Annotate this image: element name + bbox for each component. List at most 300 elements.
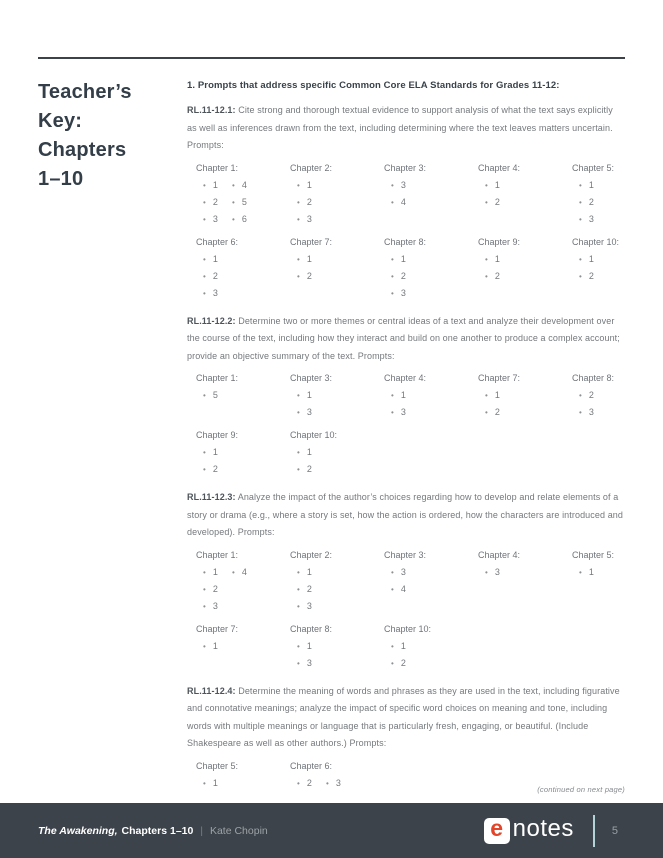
prompt-number: 1 <box>212 566 218 577</box>
chapter-column <box>478 160 572 228</box>
prompt-bullet-column <box>572 387 594 421</box>
bullet-icon: • <box>579 567 582 577</box>
page-title-line: Teacher’s <box>38 81 132 103</box>
prompt-bullet-columns <box>478 251 572 285</box>
prompt-bullet-column <box>384 387 406 421</box>
prompt-item <box>485 194 500 211</box>
bullet-icon: • <box>579 408 582 417</box>
prompt-number: 3 <box>400 566 406 577</box>
prompt-bullet-columns <box>384 564 478 598</box>
prompt-bullet-columns <box>196 251 290 302</box>
footer-chapters-label: Chapters 1–10 <box>121 824 194 837</box>
prompt-number: 1 <box>588 179 594 190</box>
prompt-bullet-column <box>384 638 406 672</box>
prompt-item <box>391 638 406 655</box>
chapter-label: Chapter 5: <box>196 760 239 771</box>
prompt-item <box>203 285 218 302</box>
bullet-icon: • <box>391 391 394 400</box>
prompt-number: 1 <box>212 253 218 264</box>
bullet-icon: • <box>203 391 206 400</box>
enotes-logo-text: notes <box>512 814 574 842</box>
prompt-item <box>579 194 594 211</box>
prompt-item <box>579 177 594 194</box>
chapter-label: Chapter 8: <box>290 623 333 634</box>
prompt-bullet-columns <box>290 251 384 285</box>
standard-code: RL.11-12.3: <box>187 492 236 502</box>
chapter-row <box>187 370 657 421</box>
prompt-bullet-column <box>225 564 247 615</box>
prompt-bullet-column <box>478 177 500 211</box>
chapter-label: Chapter 6: <box>290 760 333 771</box>
bullet-icon: • <box>297 180 300 190</box>
page-title-line: Key: <box>38 110 83 132</box>
prompt-bullet-columns <box>290 564 384 615</box>
prompt-item <box>203 598 218 615</box>
bullet-icon: • <box>297 658 300 668</box>
standard-description: RL.11-12.1: Cite strong and thorough textual evidence to support analysis of what the text says explicitly as well as inferences drawn from the text, including determining where the text leaves matters uncertain. Prompts: <box>187 105 613 150</box>
prompt-bullet-columns <box>384 251 478 302</box>
prompt-bullet-column <box>196 387 218 404</box>
prompt-bullet-column <box>384 564 406 598</box>
prompt-number: 1 <box>588 253 594 264</box>
bullet-icon: • <box>232 197 235 207</box>
bullet-icon: • <box>297 567 300 577</box>
page-title <box>38 78 187 194</box>
prompt-number: 1 <box>306 390 312 400</box>
prompt-number: 1 <box>306 179 312 190</box>
prompt-item <box>297 581 312 598</box>
prompt-bullet-columns <box>572 177 663 228</box>
prompt-item <box>579 387 594 404</box>
bullet-icon: • <box>203 197 206 207</box>
bullet-icon: • <box>203 214 206 224</box>
prompt-item <box>391 404 406 421</box>
prompt-item <box>579 268 594 285</box>
prompt-bullet-columns <box>384 387 478 421</box>
bullet-icon: • <box>485 567 488 577</box>
prompt-number: 3 <box>588 213 594 224</box>
standard-section <box>187 683 625 792</box>
footer-citation <box>38 825 268 837</box>
footer-divider <box>593 815 595 847</box>
chapter-row <box>187 160 657 228</box>
standards-list <box>187 102 625 792</box>
prompt-item <box>485 387 500 404</box>
chapter-label: Chapter 7: <box>478 373 521 383</box>
prompt-item <box>326 775 341 792</box>
prompt-item <box>232 194 247 211</box>
prompt-bullet-columns <box>572 564 663 581</box>
bullet-icon: • <box>297 641 300 651</box>
prompt-number: 2 <box>212 464 218 474</box>
prompt-item <box>232 177 247 194</box>
prompt-number: 1 <box>306 640 312 651</box>
enotes-logo-badge <box>484 815 510 844</box>
prompt-item <box>391 581 406 598</box>
prompt-item <box>579 211 594 228</box>
page-layout <box>38 78 625 801</box>
prompt-item <box>391 285 406 302</box>
prompt-number: 3 <box>212 600 218 611</box>
prompt-bullet-columns <box>290 775 384 792</box>
chapter-row <box>187 427 657 478</box>
enotes-logo <box>484 814 574 844</box>
prompt-item <box>297 211 312 228</box>
bullet-icon: • <box>485 197 488 207</box>
prompt-bullet-column <box>572 251 594 285</box>
chapter-column <box>478 547 572 615</box>
prompt-bullet-columns <box>384 638 478 672</box>
prompt-number: 1 <box>306 447 312 457</box>
bullet-icon: • <box>579 391 582 400</box>
main-content <box>187 78 625 801</box>
chapter-label: Chapter 10: <box>572 236 620 247</box>
chapter-label: Chapter 4: <box>384 373 427 383</box>
bullet-icon: • <box>579 214 582 224</box>
bullet-icon: • <box>297 584 300 594</box>
prompt-item <box>203 268 218 285</box>
prompt-item <box>297 177 312 194</box>
prompt-bullet-columns <box>384 177 478 211</box>
section-heading: 1. Prompts that address specific Common Core ELA Standards for Grades 11-12: <box>187 80 560 91</box>
prompt-number: 2 <box>306 583 312 594</box>
prompt-bullet-columns <box>196 564 290 615</box>
chapter-column <box>290 621 384 672</box>
chapter-column <box>196 370 290 421</box>
chapter-row <box>187 547 657 615</box>
prompt-number: 1 <box>400 640 406 651</box>
prompt-item <box>203 461 218 478</box>
prompt-item <box>391 268 406 285</box>
chapter-column <box>384 160 478 228</box>
bullet-icon: • <box>203 465 206 474</box>
prompt-item <box>203 444 218 461</box>
continued-note: (continued on next page) <box>537 785 625 794</box>
prompt-number: 1 <box>212 640 218 651</box>
prompt-item <box>297 404 312 421</box>
chapter-column <box>290 234 384 302</box>
prompt-number: 1 <box>212 777 218 788</box>
prompt-bullet-column <box>196 775 218 792</box>
prompt-item <box>297 638 312 655</box>
prompt-bullet-columns <box>196 444 290 478</box>
prompt-item <box>203 387 218 404</box>
prompt-item <box>485 564 500 581</box>
bullet-icon: • <box>203 180 206 190</box>
bullet-icon: • <box>203 641 206 651</box>
prompt-item <box>579 251 594 268</box>
prompt-item <box>232 564 247 581</box>
chapter-column <box>572 160 663 228</box>
prompt-bullet-columns <box>290 444 384 478</box>
standard-section <box>187 102 625 302</box>
prompt-number: 1 <box>306 253 312 264</box>
bullet-icon: • <box>391 254 394 264</box>
prompt-number: 2 <box>212 270 218 281</box>
prompt-number: 2 <box>212 196 218 207</box>
chapter-label: Chapter 5: <box>572 162 615 173</box>
prompt-item <box>297 461 312 478</box>
bullet-icon: • <box>297 448 300 457</box>
chapter-label: Chapter 1: <box>196 373 239 383</box>
prompt-item <box>391 251 406 268</box>
chapter-column <box>290 547 384 615</box>
footer-branding <box>484 815 618 847</box>
bullet-icon: • <box>203 448 206 457</box>
chapter-label: Chapter 2: <box>290 162 333 173</box>
sidebar <box>38 78 187 801</box>
prompt-number: 3 <box>400 179 406 190</box>
standard-code: RL.11-12.4: <box>187 685 236 696</box>
prompt-number: 1 <box>306 566 312 577</box>
prompt-number: 4 <box>241 179 247 190</box>
prompt-number: 1 <box>400 390 406 400</box>
prompt-number: 3 <box>494 566 500 577</box>
chapter-label: Chapter 10: <box>290 430 338 440</box>
bullet-icon: • <box>203 778 206 788</box>
bullet-icon: • <box>391 641 394 651</box>
prompt-item <box>391 387 406 404</box>
chapter-column <box>196 427 290 478</box>
prompt-number: 3 <box>212 213 218 224</box>
prompt-item <box>297 268 312 285</box>
prompt-number: 2 <box>306 270 312 281</box>
chapter-label: Chapter 4: <box>478 162 521 173</box>
prompt-item <box>297 655 312 672</box>
chapter-label: Chapter 8: <box>572 373 615 383</box>
prompt-number: 2 <box>588 270 594 281</box>
chapter-label: Chapter 3: <box>290 373 333 383</box>
bullet-icon: • <box>203 288 206 298</box>
bullet-icon: • <box>485 271 488 281</box>
prompt-bullet-columns <box>572 387 663 421</box>
bullet-icon: • <box>232 567 235 577</box>
prompt-item <box>579 404 594 421</box>
chapter-column <box>478 370 572 421</box>
prompt-number: 2 <box>588 390 594 400</box>
prompt-item <box>297 251 312 268</box>
prompt-number: 1 <box>494 179 500 190</box>
prompt-item <box>232 211 247 228</box>
bullet-icon: • <box>579 254 582 264</box>
prompt-bullet-column <box>290 251 312 285</box>
chapter-column <box>196 758 290 792</box>
prompt-number: 3 <box>588 407 594 417</box>
prompt-number: 2 <box>306 196 312 207</box>
bullet-icon: • <box>297 254 300 264</box>
prompt-item <box>579 564 594 581</box>
chapter-row <box>187 234 657 302</box>
prompt-number: 5 <box>241 196 247 207</box>
prompt-bullet-column <box>196 177 218 228</box>
bullet-icon: • <box>297 408 300 417</box>
chapter-label: Chapter 8: <box>384 236 427 247</box>
chapter-label: Chapter 9: <box>196 430 239 440</box>
bullet-icon: • <box>485 391 488 400</box>
bullet-icon: • <box>485 254 488 264</box>
prompt-number: 2 <box>306 777 312 788</box>
chapter-column <box>290 160 384 228</box>
chapter-label: Chapter 3: <box>384 162 427 173</box>
prompt-item <box>391 655 406 672</box>
prompt-number: 3 <box>212 287 218 298</box>
prompt-number: 2 <box>212 583 218 594</box>
prompt-bullet-column <box>384 251 406 302</box>
chapter-label: Chapter 1: <box>196 162 239 173</box>
chapter-label: Chapter 6: <box>196 236 239 247</box>
bullet-icon: • <box>297 214 300 224</box>
prompt-number: 2 <box>306 464 312 474</box>
standard-code: RL.11-12.2: <box>187 315 236 326</box>
prompt-item <box>203 211 218 228</box>
prompt-item <box>297 775 312 792</box>
prompt-number: 3 <box>400 287 406 298</box>
prompt-item <box>391 564 406 581</box>
bullet-icon: • <box>391 408 394 417</box>
bullet-icon: • <box>391 584 394 594</box>
chapter-column <box>196 547 290 615</box>
prompt-bullet-columns <box>196 638 290 655</box>
prompt-bullet-column <box>290 387 312 421</box>
prompt-item <box>485 177 500 194</box>
prompt-item <box>297 444 312 461</box>
standard-description: RL.11-12.4: Determine the meaning of words and phrases as they are used in the text, including figurative and connotative meanings; analyze the impact of specific word choices on meaning and tone, including words with multiple meanings or language that is particularly fresh, engaging, or beautiful. (Include Shakespeare as well as other authors.) Prompts: <box>187 685 620 748</box>
prompt-bullet-column <box>572 564 594 581</box>
prompt-bullet-columns <box>196 775 290 792</box>
bullet-icon: • <box>297 197 300 207</box>
chapter-label: Chapter 4: <box>478 549 521 560</box>
prompt-bullet-columns <box>478 177 572 211</box>
chapter-row <box>187 621 657 672</box>
bullet-icon: • <box>297 465 300 474</box>
prompt-bullet-column <box>290 775 312 792</box>
prompt-bullet-column <box>290 638 312 672</box>
prompt-number: 1 <box>212 447 218 457</box>
page-title-line: 1–10 <box>38 168 84 190</box>
chapter-label: Chapter 7: <box>290 236 333 247</box>
prompt-item <box>203 638 218 655</box>
prompt-bullet-column <box>196 444 218 478</box>
bullet-icon: • <box>391 271 394 281</box>
bullet-icon: • <box>203 601 206 611</box>
bullet-icon: • <box>297 271 300 281</box>
prompt-number: 1 <box>494 253 500 264</box>
standard-description: RL.11-12.3: Analyze the impact of the author’s choices regarding how to develop and relate elements of a story or drama (e.g., where a story is set, how the action is ordered, how the characters are introduced and developed). Prompts: <box>187 492 624 537</box>
prompt-bullet-column <box>196 638 218 655</box>
chapter-column <box>290 370 384 421</box>
bullet-icon: • <box>297 391 300 400</box>
bullet-icon: • <box>203 584 206 594</box>
chapter-label: Chapter 7: <box>196 623 239 634</box>
prompt-item <box>203 194 218 211</box>
prompt-bullet-column <box>478 564 500 581</box>
prompt-bullet-column <box>290 177 312 228</box>
prompt-item <box>203 581 218 598</box>
prompt-number: 4 <box>241 566 247 577</box>
page-number: 5 <box>611 824 618 837</box>
prompt-item <box>203 251 218 268</box>
chapter-column <box>384 234 478 302</box>
prompt-bullet-columns <box>572 251 663 285</box>
prompt-bullet-column <box>225 177 247 228</box>
chapter-column <box>572 547 663 615</box>
prompt-bullet-column <box>384 177 406 211</box>
prompt-bullet-columns <box>290 638 384 672</box>
enotes-e-icon: e <box>490 815 504 841</box>
chapter-column <box>290 427 384 478</box>
bullet-icon: • <box>232 214 235 224</box>
prompt-number: 3 <box>306 213 312 224</box>
prompt-item <box>485 404 500 421</box>
prompt-bullet-column <box>319 775 341 792</box>
prompt-item <box>203 177 218 194</box>
footer-book-title: The Awakening, <box>38 824 118 837</box>
footer-author: Kate Chopin <box>209 824 268 837</box>
prompt-item <box>391 177 406 194</box>
bullet-icon: • <box>391 197 394 207</box>
standard-code: RL.11-12.1: <box>187 105 236 115</box>
chapter-column <box>478 234 572 302</box>
prompt-number: 2 <box>400 270 406 281</box>
standard-description: RL.11-12.2: Determine two or more themes or central ideas of a text and analyze their development over the course of the text, including how they interact and build on one another to produce a complex account; provide an objective summary of the text. Prompts: <box>187 315 620 361</box>
bullet-icon: • <box>485 408 488 417</box>
footer-bar <box>0 803 663 858</box>
prompt-bullet-column <box>290 564 312 615</box>
prompt-number: 2 <box>494 407 500 417</box>
bullet-icon: • <box>203 271 206 281</box>
prompt-number: 3 <box>306 407 312 417</box>
chapter-column <box>290 758 384 792</box>
bullet-icon: • <box>391 180 394 190</box>
chapter-column <box>572 234 663 302</box>
prompt-item <box>297 387 312 404</box>
prompt-bullet-columns <box>290 387 384 421</box>
prompt-bullet-columns <box>478 564 572 581</box>
chapter-column <box>384 370 478 421</box>
prompt-bullet-columns <box>196 177 290 228</box>
bullet-icon: • <box>203 254 206 264</box>
bullet-icon: • <box>391 658 394 668</box>
chapter-column <box>196 234 290 302</box>
prompt-item <box>203 775 218 792</box>
chapter-column <box>384 621 478 672</box>
prompt-item <box>297 598 312 615</box>
prompt-number: 4 <box>400 196 406 207</box>
chapter-label: Chapter 3: <box>384 549 427 560</box>
bullet-icon: • <box>391 567 394 577</box>
prompt-item <box>391 194 406 211</box>
prompt-number: 2 <box>588 196 594 207</box>
chapter-column <box>196 160 290 228</box>
prompt-bullet-column <box>196 251 218 302</box>
bullet-icon: • <box>579 197 582 207</box>
prompt-item <box>297 194 312 211</box>
prompt-number: 5 <box>212 390 218 400</box>
prompt-number: 2 <box>494 270 500 281</box>
chapter-label: Chapter 5: <box>572 549 615 560</box>
bullet-icon: • <box>203 567 206 577</box>
standard-section <box>187 313 625 479</box>
chapter-label: Chapter 2: <box>290 549 333 560</box>
prompt-number: 1 <box>494 390 500 400</box>
prompt-number: 3 <box>306 657 312 668</box>
prompt-bullet-column <box>290 444 312 478</box>
bullet-icon: • <box>391 288 394 298</box>
bullet-icon: • <box>326 778 329 788</box>
prompt-item <box>485 268 500 285</box>
prompt-number: 3 <box>335 777 341 788</box>
bullet-icon: • <box>232 180 235 190</box>
